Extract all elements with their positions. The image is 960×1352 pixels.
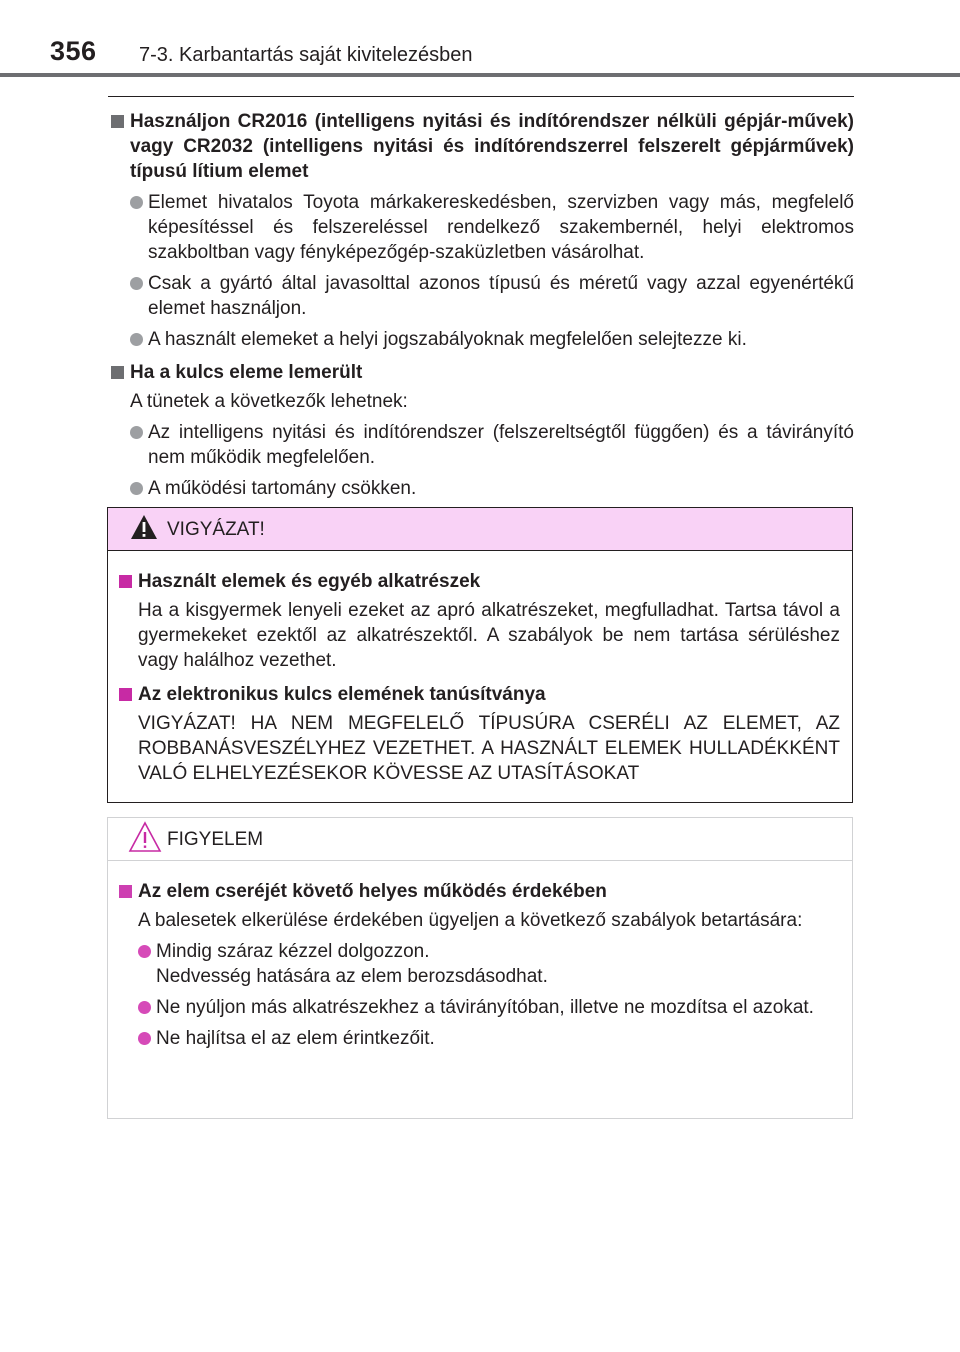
warning-label: VIGYÁZAT!: [167, 519, 265, 540]
list-item-text: Elemet hivatalos Toyota márkakereskedésben, szervizben vagy más, megfelelő képesítéssel és felszereléssel rendelkező szakembernél, helyi elektromos szakboltban vagy fényképezőgép-szaküzletben vásárolhat.: [148, 192, 854, 263]
round-bullet-icon: [138, 1001, 151, 1014]
notice-heading-text: Az elem cseréjét követő helyes működés érdekében: [138, 881, 607, 902]
section-intro: A tünetek a következők lehetnek:: [130, 391, 408, 412]
list-item-text: Ne hajlítsa el az elem érintkezőit.: [156, 1028, 435, 1049]
list-item-subtext: Nedvesség hatására az elem berozsdásodhat.: [156, 966, 548, 987]
warning-box-header: [108, 508, 852, 551]
page-header: [0, 0, 960, 78]
warning-heading-used-batteries: [116, 569, 840, 594]
section-heading-battery-depleted: [108, 360, 854, 385]
warning-text: Ha a kisgyermek lenyeli ezeket az apró alkatrészeket, megfulladhat. Tartsa távol a gyermekeket ezektől az alkatrészektől. A szabályok be nem tartása sérüléshez vagy halálhoz vezethet.: [138, 600, 840, 671]
notice-box-header: [108, 818, 852, 861]
square-bullet-icon: [119, 885, 132, 898]
caution-triangle-icon: [128, 821, 162, 853]
header-rule: [0, 73, 960, 77]
section-heading-text: Ha a kulcs eleme lemerült: [130, 362, 363, 383]
warning-box: [107, 507, 853, 803]
round-bullet-icon: [130, 196, 143, 209]
list-item: [108, 420, 854, 470]
main-content: [108, 96, 854, 501]
section-heading-battery-type: [108, 109, 854, 184]
round-bullet-icon: [130, 333, 143, 346]
warning-heading-certificate: [116, 682, 840, 707]
round-bullet-icon: [130, 426, 143, 439]
list-item: [108, 476, 854, 501]
square-bullet-icon: [119, 575, 132, 588]
list-item-text: A működési tartomány csökken.: [148, 478, 417, 499]
notice-intro: A balesetek elkerülése érdekében ügyeljen a következő szabályok betartására:: [138, 910, 803, 931]
list-item-text: Mindig száraz kézzel dolgozzon.: [156, 941, 430, 962]
notice-heading: [116, 879, 840, 904]
list-item: [108, 190, 854, 265]
list-item: [116, 1026, 840, 1051]
warning-box-body: [108, 551, 852, 786]
square-bullet-icon: [119, 688, 132, 701]
page-number: 356: [50, 36, 97, 66]
chapter-title: 7-3. Karbantartás saját kivitelezésben: [139, 44, 473, 66]
warning-heading-text: Az elektronikus kulcs elemének tanúsítványa: [138, 684, 546, 705]
list-item-text: Ne nyúljon más alkatrészekhez a távirányítóban, illetve ne mozdítsa el azokat.: [156, 997, 814, 1018]
section-heading-text: Használjon CR2016 (intelligens nyitási és indítórendszer nélküli gépjár-művek) vagy CR2032 (intelligens nyitási és indítórendszerrel felszerelt gépjárművek) típusú lítium elemet: [130, 111, 854, 182]
list-item-text: Csak a gyártó által javasolttal azonos típusú és méretű vagy azzal egyenértékű elemet használjon.: [148, 273, 854, 319]
list-item: [108, 327, 854, 352]
list-item: [116, 939, 840, 989]
round-bullet-icon: [138, 945, 151, 958]
round-bullet-icon: [138, 1032, 151, 1045]
notice-box-body: [108, 861, 852, 1051]
round-bullet-icon: [130, 277, 143, 290]
round-bullet-icon: [130, 482, 143, 495]
list-item-text: Az intelligens nyitási és indítórendszer (felszereltségtől függően) és a távirányító nem működik megfelelően.: [148, 422, 854, 468]
list-item-text: A használt elemeket a helyi jogszabályoknak megfelelően selejtezze ki.: [148, 329, 747, 350]
warning-heading-text: Használt elemek és egyéb alkatrészek: [138, 571, 481, 592]
list-item: [116, 995, 840, 1020]
square-bullet-icon: [111, 115, 124, 128]
notice-label: FIGYELEM: [167, 829, 264, 850]
list-item: [108, 271, 854, 321]
notice-box: [107, 817, 853, 1119]
square-bullet-icon: [111, 366, 124, 379]
warning-text: VIGYÁZAT! HA NEM MEGFELELŐ TÍPUSÚRA CSERÉLI AZ ELEMET, AZ ROBBANÁSVESZÉLYHEZ VEZETHET. A HASZNÁLT ELEMEK HULLADÉKKÉNT VALÓ ELHELYEZÉSEKOR KÖVESSE AZ UTASÍTÁSOKAT: [138, 713, 840, 784]
warning-triangle-icon: [130, 514, 158, 540]
